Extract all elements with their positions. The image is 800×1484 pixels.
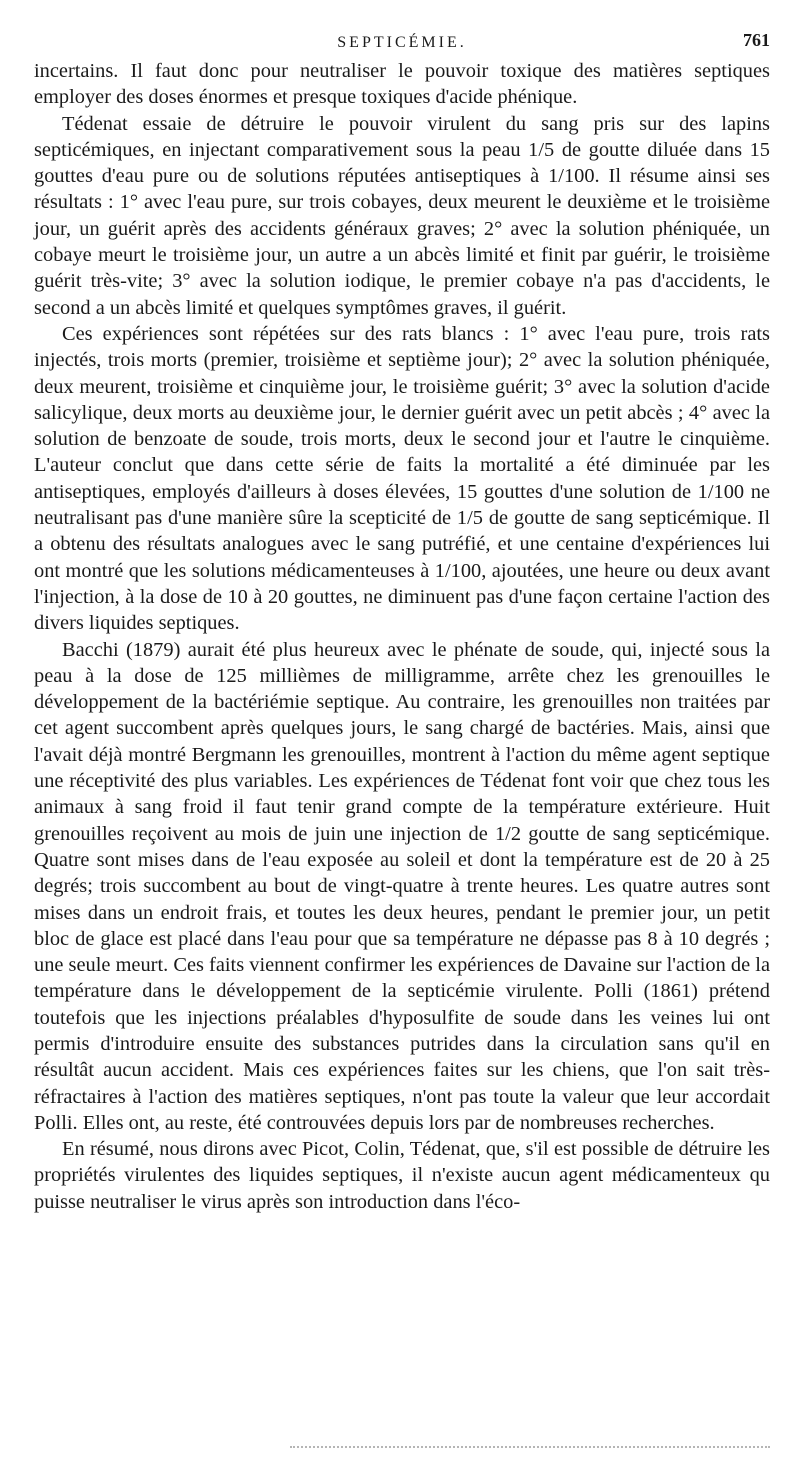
paragraph-continuation: incertains. Il faut donc pour neutraliser le pouvoir toxique des matières septiques employer des doses énormes et presque toxiques d'acide phénique. — [34, 60, 770, 109]
paragraph-white-rats: Ces expériences sont répétées sur des rats blancs : 1° avec l'eau pure, trois rats injectés, trois morts (premier, troisième et septième jour); 2° avec la solution phéniquée, deux meurent, troisième et cinquième jour, le troisième guérit; 3° avec la solution d'acide salicylique, deux morts au deuxième jour, le dernier guérit avec un petit abcès ; 4° avec la solution de benzoate de soude, trois morts, deux le second jour et l'autre le cinquième. L'auteur conclut que dans cette série de faits la mortalité a été diminuée par les antiseptiques, employés d'ailleurs à doses élevées, 15 gouttes d'une solution de 1/100 ne neutralisant pas d'une manière sûre la scepticité de 1/5 de goutte de sang septicémique. Il a obtenu des résultats analogues avec le sang putréfié, et une centaine d'expériences lui ont montré que les solutions médicamenteuses à 1/100, ajoutées, une heure ou deux avant l'injection, à la dose de 10 à 20 gouttes, ne diminuent pas d'une façon certaine l'action des divers liquides septiques. — [34, 322, 770, 635]
footer-bleedthrough-marks — [290, 1440, 770, 1448]
body-text — [34, 58, 770, 1215]
running-title: SEPTICÉMIE. — [337, 34, 467, 51]
running-header — [34, 28, 770, 58]
paragraph-bacchi-frogs: Bacchi (1879) aurait été plus heureux avec le phénate de soude, qui, injecté sous la peau à la dose de 125 millièmes de milligramme, arrête chez les grenouilles le développement de la bactériémie septique. Au contraire, les grenouilles non traitées par cet agent succombent après quelques jours, le sang chargé de bactéries. Mais, ainsi que l'avait déjà montré Bergmann les grenouilles, montrent à l'action du même agent septique une réceptivité des plus variables. Les expériences de Tédenat font voir que chez tous les animaux à sang froid il faut tenir grand compte de la température extérieure. Huit grenouilles reçoivent au mois de juin une injection de 1/2 goutte de sang septicémique. Quatre sont mises dans de l'eau exposée au soleil et dont la température est de 20 à 25 degrés; trois succombent au bout de vingt-quatre à trente heures. Les quatre autres sont mises dans un endroit frais, et toutes les deux heures, pendant le premier jour, un petit bloc de glace est placé dans l'eau pour que sa température ne dépasse pas 8 à 10 degrés ; une seule meurt. Ces faits viennent confirmer les expériences de Davaine sur l'action de la température dans le développement de la septicémie virulente. Polli (1861) prétend toutefois que les injections préalables d'hyposulfite de soude dans les veines lui ont permis d'introduire ensuite des substances putrides dans la circulation sans qu'il en résultât aucun accident. Mais ces expériences faites sur les chiens, que l'on sait très-réfractaires à l'action des matières septiques, n'ont pas toute la valeur que leur accordait Polli. Elles ont, au reste, été controuvées depuis lors par de nombreuses recherches. — [34, 638, 770, 1134]
paragraph-tedenat-rabbits: Tédenat essaie de détruire le pouvoir virulent du sang pris sur des lapins septicémiques, en injectant comparativement sous la peau 1/5 de goutte diluée dans 15 gouttes d'eau pure ou de solutions réputées antiseptiques à 1/100. Il résume ainsi ses résultats : 1° avec l'eau pure, sur trois cobayes, deux meurent le deuxième et le troisième jour, un guérit après des accidents généraux graves; 2° avec la solution phéniquée, un cobaye meurt le troisième jour, un autre a un abcès limité et finit par guérir, le troisième guérit très-vite; 3° avec la solution iodique, le premier cobaye n'a pas d'accidents, le second a un abcès limité et quelques symptômes graves, il guérit. — [34, 112, 770, 319]
document-page — [34, 28, 770, 1215]
page-number: 761 — [743, 30, 770, 50]
paragraph-summary: En résumé, nous dirons avec Picot, Colin, Tédenat, que, s'il est possible de détruire les propriétés virulentes des liquides septiques, il n'existe aucun agent médicamenteux qu puisse neutraliser le virus après son introduction dans l'éco- — [34, 1138, 770, 1213]
